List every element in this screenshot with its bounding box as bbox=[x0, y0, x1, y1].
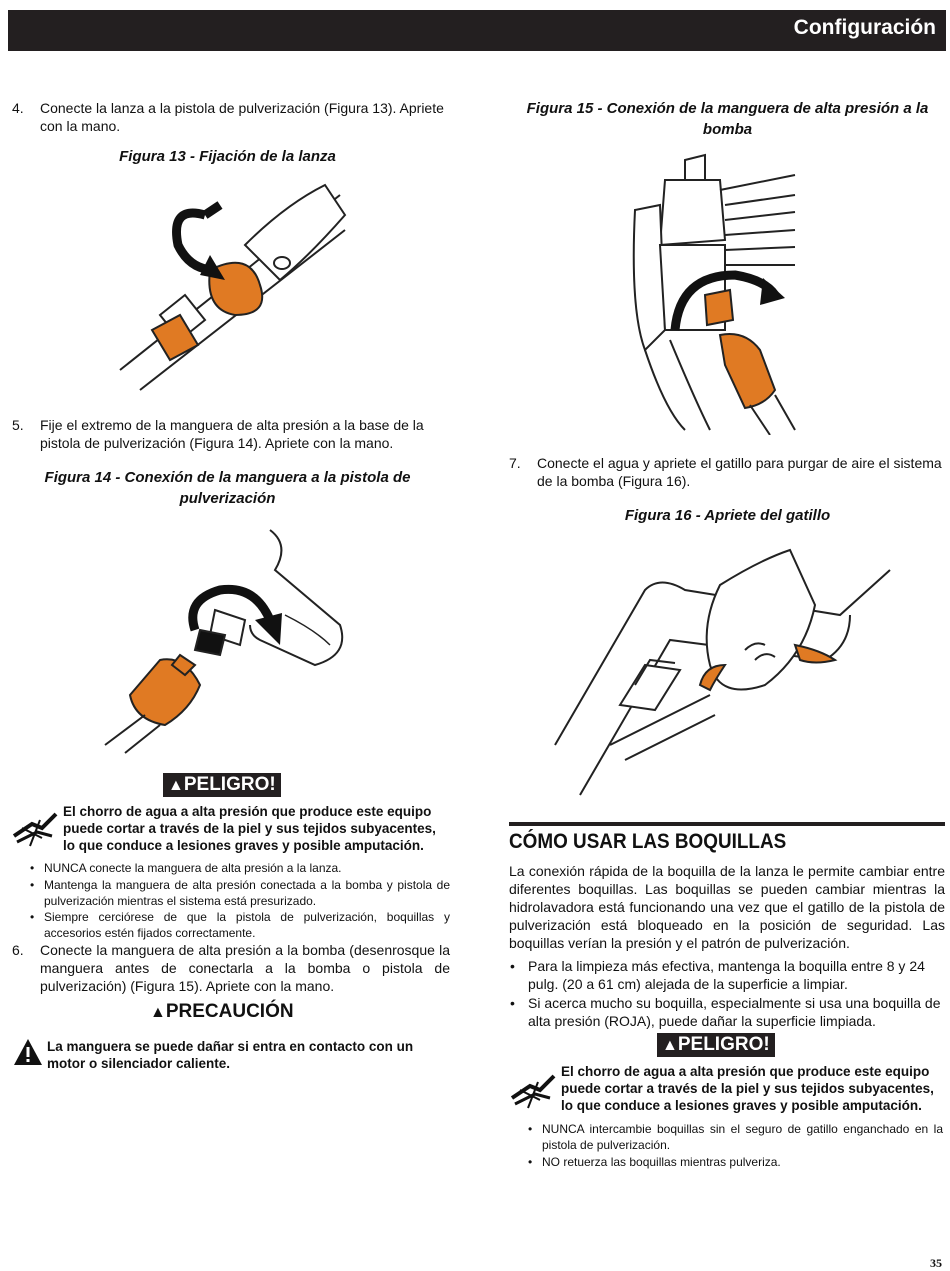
step-number: 6. bbox=[12, 942, 24, 958]
hand-injection-hazard-icon bbox=[510, 1068, 558, 1110]
page-header bbox=[8, 10, 946, 51]
bullet-text: NO retuerza las boquillas mientras pulveriza. bbox=[542, 1155, 781, 1169]
bullet-text: Mantenga la manguera de alta presión conectada a la bomba y pistola de pulverización mientras el sistema está presurizado. bbox=[44, 878, 450, 908]
bullet-dot: • bbox=[30, 910, 35, 924]
caution-label: PRECAUCIÓN bbox=[165, 1001, 294, 1022]
bullet-dot: • bbox=[30, 878, 35, 892]
bullet-dot: • bbox=[30, 861, 35, 875]
bullet-text: Para la limpieza más efectiva, mantenga la boquilla entre 8 y 24 pulg. (20 a 61 cm) alejada de la superficie a limpiar. bbox=[528, 958, 925, 992]
figure-15-illustration bbox=[625, 150, 805, 435]
bullet-dot: • bbox=[528, 1155, 533, 1169]
figure-13-illustration bbox=[110, 175, 350, 400]
figure-13-caption: Figura 13 - Fijación de la lanza bbox=[119, 148, 336, 165]
figure-14-illustration bbox=[100, 525, 360, 755]
danger-text: El chorro de agua a alta presión que produce este equipo puede cortar a través de la piel y sus tejidos subyacentes, lo que conduce a lesiones graves y posible amputación. bbox=[63, 804, 436, 853]
bullet-dot: • bbox=[510, 995, 515, 1011]
page-number: 35 bbox=[930, 1256, 942, 1270]
caution-triangle-icon bbox=[12, 1037, 44, 1067]
bullet-text: NUNCA conecte la manguera de alta presión a la lanza. bbox=[44, 861, 342, 875]
danger-label: PELIGRO! bbox=[677, 1034, 770, 1055]
danger-label: PELIGRO! bbox=[183, 774, 276, 795]
step-text: Conecte el agua y apriete el gatillo para purgar de aire el sistema de la bomba (Figura 16). bbox=[537, 455, 942, 489]
warning-triangle-icon: ▲ bbox=[168, 777, 184, 794]
caution-text: La manguera se puede dañar si entra en contacto con un motor o silenciador caliente. bbox=[47, 1039, 414, 1071]
step-text: Fije el extremo de la manguera de alta presión a la base de la pistola de pulverización (Figura 14). Apriete con la mano. bbox=[40, 417, 424, 451]
step-text: Conecte la manguera de alta presión a la bomba (desenrosque la manguera antes de conectarla a la bomba o pistola de pulverización) (Figura 15). Apriete con la mano. bbox=[40, 942, 450, 994]
step-number: 4. bbox=[12, 100, 24, 116]
danger-badge bbox=[657, 1033, 775, 1057]
figure-16-illustration bbox=[550, 545, 910, 805]
hand-injection-hazard-icon bbox=[12, 806, 60, 848]
step-text: Conecte la lanza a la pistola de pulverización (Figura 13). Apriete con la mano. bbox=[40, 100, 444, 134]
bullet-dot: • bbox=[528, 1122, 533, 1136]
figure-14-caption: Figura 14 - Conexión de la manguera a la pistola de pulverización bbox=[44, 469, 411, 507]
bullet-dot: • bbox=[510, 958, 515, 974]
section-rule bbox=[509, 822, 945, 826]
caution-heading bbox=[150, 1001, 294, 1023]
step-number: 7. bbox=[509, 455, 521, 471]
step-number: 5. bbox=[12, 417, 24, 433]
bullet-text: Siempre cerciórese de que la pistola de pulverización, boquillas y accesorios estén fijados correctamente. bbox=[44, 910, 450, 940]
danger-text: El chorro de agua a alta presión que produce este equipo puede cortar a través de la piel y sus tejidos subyacentes, lo que conduce a lesiones graves y posible amputación. bbox=[561, 1064, 934, 1113]
bullet-text: Si acerca mucho su boquilla, especialmente si usa una boquilla de alta presión (ROJA), puede dañar la superficie limpiada. bbox=[528, 995, 941, 1029]
warning-triangle-icon: ▲ bbox=[662, 1037, 678, 1054]
section-paragraph: La conexión rápida de la boquilla de la lanza le permite cambiar entre diferentes boquillas. Las boquillas se pueden cambiar mientras la hidrolavadora está funcionando una vez que el gatillo de la pistola de pulverización está bloqueado en la posición de seguridad. Las boquillas verían la presión y el patrón de pulverización. bbox=[509, 863, 945, 951]
page-title: Configuración bbox=[793, 16, 936, 39]
section-heading: CÓMO USAR LAS BOQUILLAS bbox=[509, 830, 787, 853]
figure-15-caption: Figura 15 - Conexión de la manguera de alta presión a la bomba bbox=[526, 100, 929, 138]
figure-16-caption: Figura 16 - Apriete del gatillo bbox=[624, 507, 831, 524]
bullet-text: NUNCA intercambie boquillas sin el seguro de gatillo enganchado en la pistola de pulverización. bbox=[542, 1122, 943, 1152]
warning-triangle-icon: ▲ bbox=[150, 1004, 166, 1021]
danger-badge bbox=[163, 773, 281, 797]
